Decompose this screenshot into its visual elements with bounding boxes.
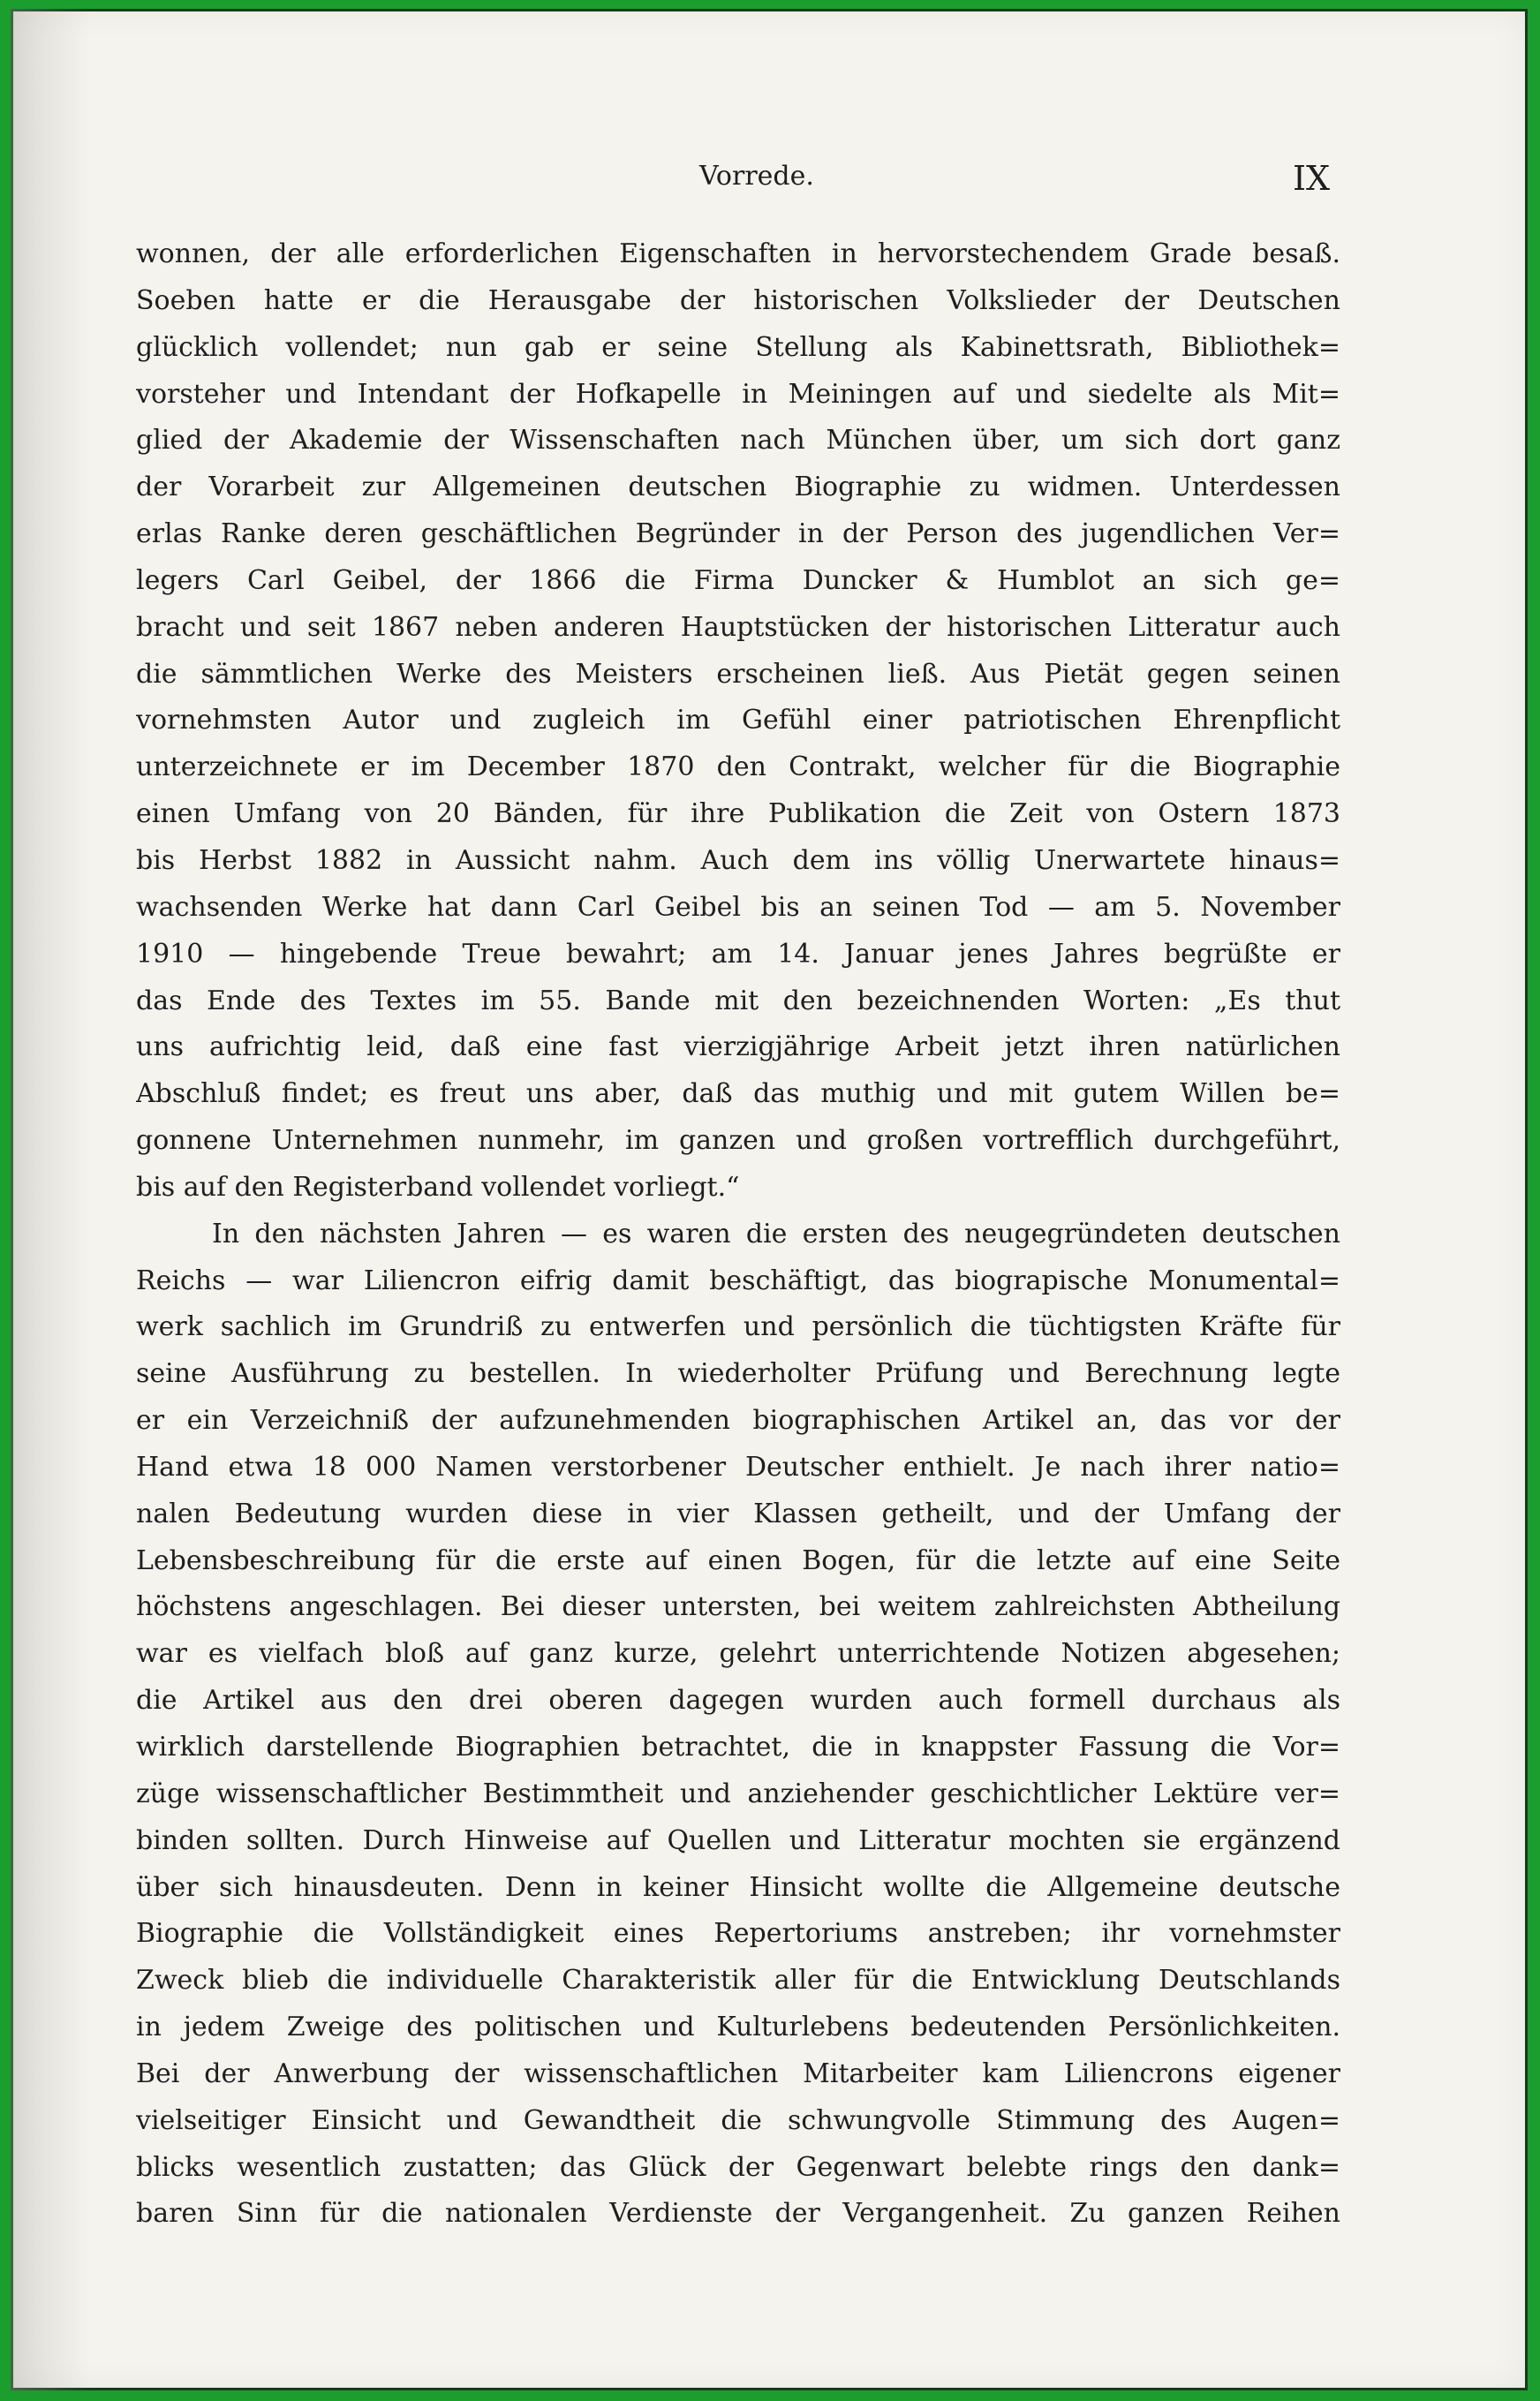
text-line: blicks wesentlich zustatten; das Glück der Gegenwart belebte rings den dank=: [136, 2151, 1340, 2183]
text-line: bis Herbst 1882 in Aussicht nahm. Auch dem ins völlig Unerwartete hinaus=: [136, 844, 1340, 876]
text-line: Reichs — war Liliencron eifrig damit beschäftigt, das biograpische Monumental=: [136, 1265, 1340, 1296]
page-number: IX: [1293, 159, 1331, 198]
text-line: Biographie die Vollständigkeit eines Repertoriums anstreben; ihr vornehmster: [136, 1918, 1340, 1950]
text-line: der Vorarbeit zur Allgemeinen deutschen Biographie zu widmen. Unterdessen: [136, 472, 1340, 503]
text-line: Hand etwa 18 000 Namen verstorbener Deutscher enthielt. Je nach ihrer natio=: [136, 1451, 1340, 1483]
text-line: Lebensbeschreibung für die erste auf einen Bogen, für die letzte auf eine Seite: [136, 1544, 1340, 1576]
gutter-shadow: [11, 9, 90, 2390]
text-line: war es vielfach bloß auf ganz kurze, gelehrt unterrichtende Notizen abgesehen;: [136, 1638, 1340, 1670]
text-line: vorsteher und Intendant der Hofkapelle in Meiningen auf und siedelte als Mit=: [136, 378, 1340, 410]
paragraph-end-line: bis auf den Registerband vollendet vorliegt.“: [136, 1171, 740, 1203]
text-line: wachsenden Werke hat dann Carl Geibel bis an seinen Tod — am 5. November: [136, 891, 1340, 923]
text-line: binden sollten. Durch Hinweise auf Quellen und Litteratur mochten sie ergänzend: [136, 1824, 1340, 1856]
text-line: wonnen, der alle erforderlichen Eigenschaften in hervorstechendem Grade besaß.: [136, 238, 1340, 269]
text-line: das Ende des Textes im 55. Bande mit den bezeichnenden Worten: „Es thut: [136, 985, 1340, 1016]
text-line: nalen Bedeutung wurden diese in vier Klassen getheilt, und der Umfang der: [136, 1498, 1340, 1529]
running-head: Vorrede.: [699, 161, 814, 192]
text-line: die Artikel aus den drei oberen dagegen wurden auch formell durchaus als: [136, 1685, 1340, 1717]
text-line: erlas Ranke deren geschäftlichen Begründer in der Person des jugendlichen Ver=: [136, 518, 1340, 550]
text-line: züge wissenschaftlicher Bestimmtheit und anziehender geschichtlicher Lektüre ver=: [136, 1778, 1340, 1809]
text-line: uns aufrichtig leid, daß eine fast vierzigjährige Arbeit jetzt ihren natürlichen: [136, 1031, 1340, 1063]
text-line: Bei der Anwerbung der wissenschaftlichen Mitarbeiter kam Liliencrons eigener: [136, 2057, 1340, 2089]
text-line: bracht und seit 1867 neben anderen Hauptstücken der historischen Litteratur auch: [136, 611, 1340, 643]
text-line: 1910 — hingebende Treue bewahrt; am 14. Januar jenes Jahres begrüßte er: [136, 938, 1340, 970]
text-line: er ein Verzeichniß der aufzunehmenden biographischen Artikel an, das vor der: [136, 1405, 1340, 1437]
body-text: [136, 231, 1340, 2238]
text-line: vornehmsten Autor und zugleich im Gefühl einer patriotischen Ehrenpflicht: [136, 705, 1340, 736]
text-line: legers Carl Geibel, der 1866 die Firma Duncker & Humblot an sich ge=: [136, 564, 1340, 596]
text-line: baren Sinn für die nationalen Verdienste der Vergangenheit. Zu ganzen Reihen: [136, 2198, 1340, 2230]
text-line: Soeben hatte er die Herausgabe der historischen Volkslieder der Deutschen: [136, 284, 1340, 316]
text-line: vielseitiger Einsicht und Gewandtheit die schwungvolle Stimmung des Augen=: [136, 2104, 1340, 2136]
text-line: in jedem Zweige des politischen und Kulturlebens bedeutenden Persönlichkeiten.: [136, 2012, 1340, 2043]
text-line: gonnene Unternehmen nunmehr, im ganzen und großen vortrefflich durchgeführt,: [136, 1125, 1340, 1157]
text-line: wirklich darstellende Biographien betrachtet, die in knappster Fassung die Vor=: [136, 1732, 1340, 1763]
text-line: über sich hinausdeuten. Denn in keiner Hinsicht wollte die Allgemeine deutsche: [136, 1871, 1340, 1903]
text-line: glücklich vollendet; nun gab er seine Stellung als Kabinettsrath, Bibliothek=: [136, 331, 1340, 363]
text-line: unterzeichnete er im December 1870 den Contrakt, welcher für die Biographie: [136, 751, 1340, 783]
text-line: die sämmtlichen Werke des Meisters erscheinen ließ. Aus Pietät gegen seinen: [136, 658, 1340, 690]
text-line: Abschluß findet; es freut uns aber, daß das muthig und mit gutem Willen be=: [136, 1078, 1340, 1110]
text-line: glied der Akademie der Wissenschaften nach München über, um sich dort ganz: [136, 425, 1340, 457]
scanned-page: [11, 9, 1528, 2390]
text-line: werk sachlich im Grundriß zu entwerfen und persönlich die tüchtigsten Kräfte für: [136, 1311, 1340, 1343]
text-line: höchstens angeschlagen. Bei dieser untersten, bei weitem zahlreichsten Abtheilung: [136, 1591, 1340, 1623]
text-line: einen Umfang von 20 Bänden, für ihre Publikation die Zeit von Ostern 1873: [136, 798, 1340, 830]
text-line: seine Ausführung zu bestellen. In wiederholter Prüfung und Berechnung legte: [136, 1358, 1340, 1390]
paragraph-start-line: In den nächsten Jahren — es waren die ersten des neugegründeten deutschen: [212, 1218, 1340, 1250]
text-line: Zweck blieb die individuelle Charakteristik aller für die Entwicklung Deutschlands: [136, 1965, 1340, 1997]
